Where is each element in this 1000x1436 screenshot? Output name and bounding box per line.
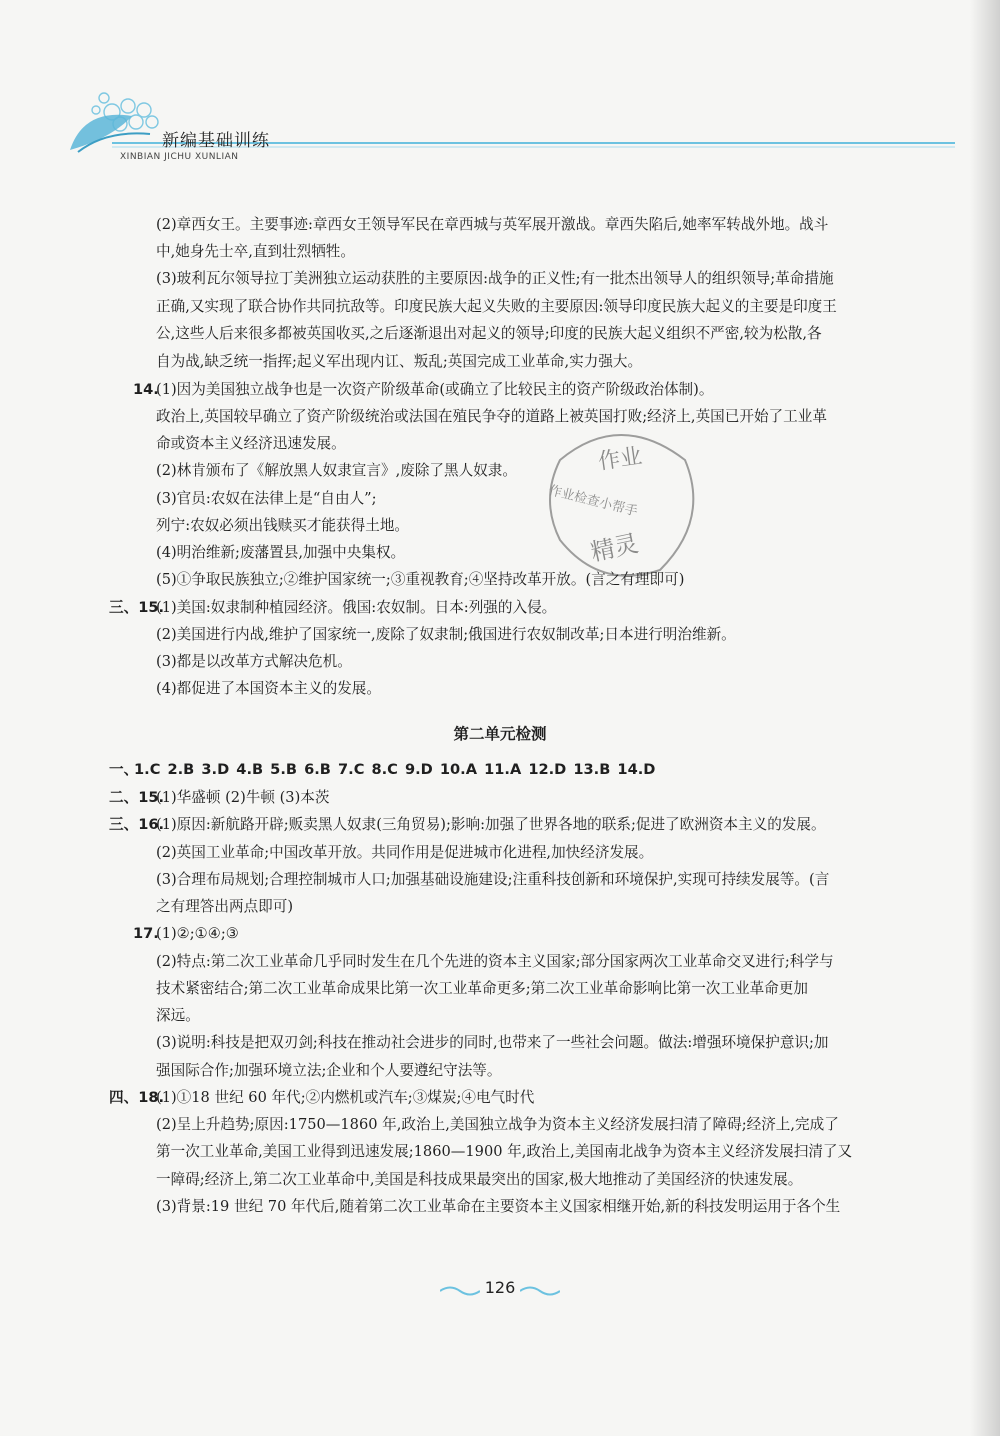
text-line: (2)美国进行内战,维护了国家统一,废除了奴隶制;俄国进行农奴制改革;日本进行明治维新。 bbox=[156, 626, 736, 643]
text-line: (3)背景:19 世纪 70 年代后,随着第二次工业革命在主要资本主义国家相继开始,新的科技发明运用于各个生 bbox=[156, 1198, 841, 1215]
text-line: 一障碍;经济上,第二次工业革命中,美国是科技成果最突出的国家,极大地推动了美国经济的快速发展。 bbox=[156, 1171, 803, 1188]
watermark-stamp bbox=[540, 420, 700, 580]
text-line: (3)合理布局规划;合理控制城市人口;加强基础设施建设;注重科技创新和环境保护,实现可持续发展等。(言 bbox=[156, 871, 830, 888]
stamp-text-bottom: 精灵 bbox=[588, 529, 641, 567]
text-line: 第一次工业革命,美国工业得到迅速发展;1860—1900 年,政治上,美国南北战争为资本主义经济发展扫清了又 bbox=[156, 1143, 853, 1160]
text-line: 正确,又实现了联合协作共同抗敌等。印度民族大起义失败的主要原因:领导印度民族大起义的主要是印度王 bbox=[156, 298, 837, 315]
text-line: 列宁:农奴必须出钱赎买才能获得土地。 bbox=[156, 517, 410, 534]
question-marker: 14. bbox=[133, 381, 159, 398]
text-line: 技术紧密结合;第二次工业革命成果比第一次工业革命更多;第二次工业革命影响比第一次工业革命更加 bbox=[156, 980, 808, 997]
page-edge-shadow bbox=[970, 0, 1000, 1436]
question-marker: 17. bbox=[133, 925, 159, 942]
text-line: (1)华盛顿 (2)牛顿 (3)本茨 bbox=[156, 789, 330, 806]
stamp-text-middle: 作业检查小帮手 bbox=[547, 483, 639, 520]
page-number: 126 bbox=[484, 1278, 516, 1297]
text-line: (4)明治维新;废藩置县,加强中央集权。 bbox=[156, 544, 406, 561]
text-line: (1)因为美国独立战争也是一次资产阶级革命(或确立了比较民主的资产阶级政治体制)。 bbox=[156, 381, 714, 398]
text-line: 命或资本主义经济迅速发展。 bbox=[156, 435, 346, 452]
text-line: (3)官员:农奴在法律上是“自由人”; bbox=[156, 490, 377, 507]
text-line: (2)英国工业革命;中国改革开放。共同作用是促进城市化进程,加快经济发展。 bbox=[156, 844, 654, 861]
text-line: 政治上,英国较早确立了资产阶级统治或法国在殖民争夺的道路上被英国打败;经济上,英国已开始了工业革 bbox=[156, 408, 827, 425]
section-title: 第二单元检测 bbox=[453, 725, 547, 743]
section-marker: 三、16. bbox=[109, 816, 165, 833]
section-marker: 一、 bbox=[109, 761, 139, 778]
text-line: (1)原因:新航路开辟;贩卖黑人奴隶(三角贸易);影响:加强了世界各地的联系;促进了欧洲资本主义的发展。 bbox=[156, 816, 826, 833]
section-marker: 二、15. bbox=[109, 789, 165, 806]
text-line: 强国际合作;加强环境立法;企业和个人要遵纪守法等。 bbox=[156, 1062, 502, 1079]
text-line: (3)说明:科技是把双刃剑;科技在推动社会进步的同时,也带来了一些社会问题。做法:增强环境保护意识;加 bbox=[156, 1034, 829, 1051]
text-line: (2)章西女王。主要事迹:章西女王领导军民在章西城与英军展开激战。章西失陷后,她率军转战外地。战斗 bbox=[156, 216, 829, 233]
stamp-text-top: 作业 bbox=[596, 444, 644, 475]
header-title: 新编基础训练 bbox=[162, 131, 270, 151]
text-line: 深远。 bbox=[156, 1007, 200, 1024]
text-line: (4)都促进了本国资本主义的发展。 bbox=[156, 680, 381, 697]
text-line: (1)①18 世纪 60 年代;②内燃机或汽车;③煤炭;④电气时代 bbox=[156, 1089, 535, 1106]
text-line: 公,这些人后来很多都被英国收买,之后逐渐退出对起义的领导;印度的民族大起义组织不严密,较为松散,各 bbox=[156, 325, 822, 342]
text-line: (1)美国:奴隶制种植园经济。俄国:农奴制。日本:列强的入侵。 bbox=[156, 599, 557, 616]
header-subtitle: XINBIAN JICHU XUNLIAN bbox=[120, 152, 239, 162]
text-line: (3)玻利瓦尔领导拉丁美洲独立运动获胜的主要原因:战争的正义性;有一批杰出领导人的组织领导;革命措施 bbox=[156, 270, 834, 287]
section-marker: 三、15. bbox=[109, 599, 165, 616]
choice-answers: 1.C 2.B 3.D 4.B 5.B 6.B 7.C 8.C 9.D 10.A 11.A 12.D 13.B 14.D bbox=[134, 761, 656, 778]
section-marker: 四、18. bbox=[109, 1089, 165, 1106]
header-decoration-icon bbox=[0, 0, 1000, 200]
page-header bbox=[0, 0, 1000, 200]
text-line: 自为战,缺乏统一指挥;起义军出现内讧、叛乱;英国完成工业革命,实力强大。 bbox=[156, 353, 643, 370]
text-line: (1)②;①④;③ bbox=[156, 925, 239, 942]
text-line: (2)呈上升趋势;原因:1750—1860 年,政治上,美国独立战争为资本主义经济发展扫清了障碍;经济上,完成了 bbox=[156, 1116, 839, 1133]
text-line: (5)①争取民族独立;②维护国家统一;③重视教育;④坚持改革开放。(言之有理即可) bbox=[156, 571, 685, 588]
text-line: (2)特点:第二次工业革命几乎同时发生在几个先进的资本主义国家;部分国家两次工业革命交叉进行;科学与 bbox=[156, 953, 834, 970]
text-line: 中,她身先士卒,直到壮烈牺牲。 bbox=[156, 243, 355, 260]
text-line: (3)都是以改革方式解决危机。 bbox=[156, 653, 352, 670]
text-line: (2)林肯颁布了《解放黑人奴隶宣言》,废除了黑人奴隶。 bbox=[156, 462, 517, 479]
text-line: 之有理答出两点即可) bbox=[156, 898, 294, 915]
